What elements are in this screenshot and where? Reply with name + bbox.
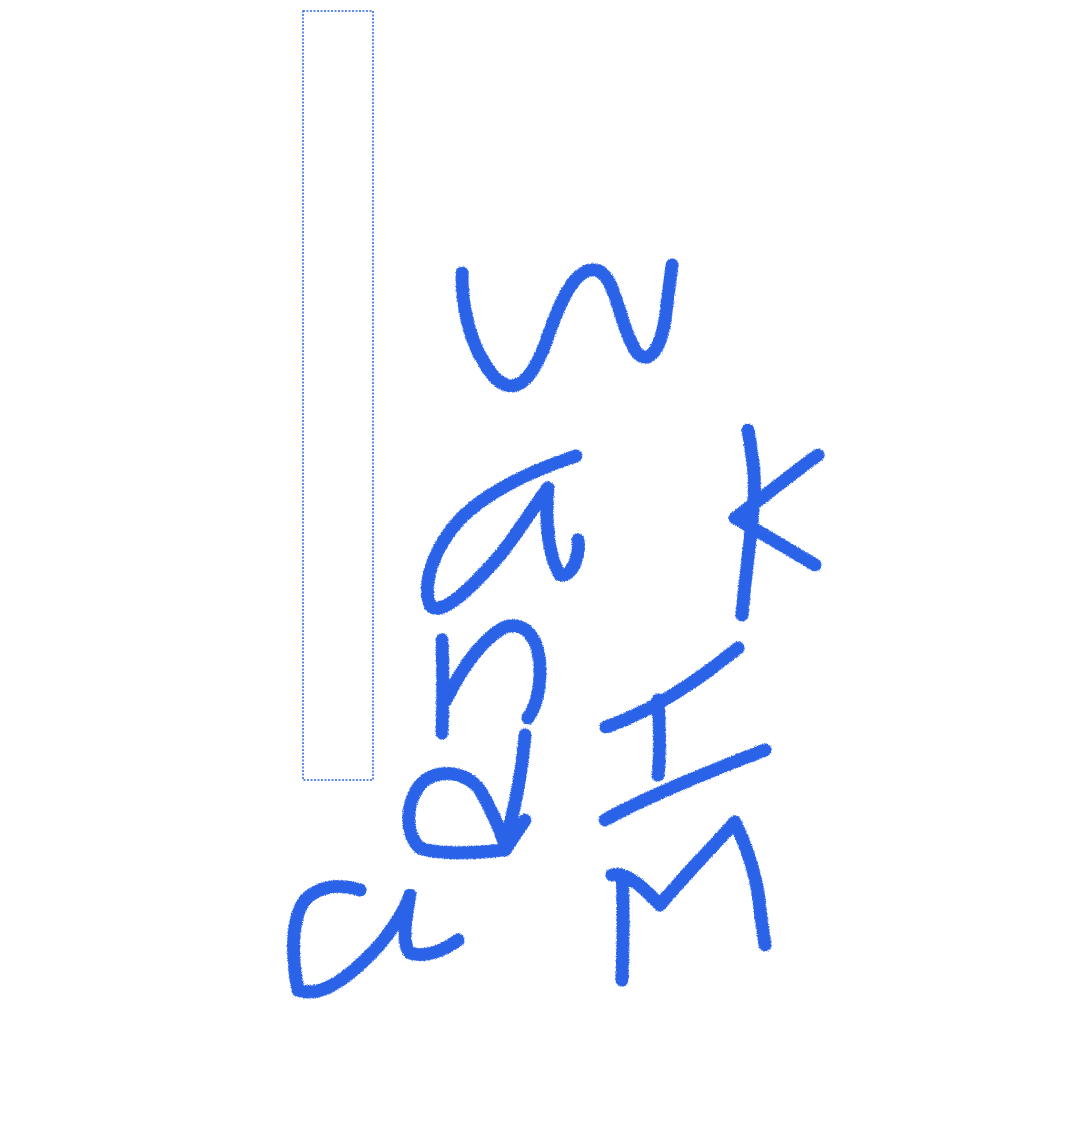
handwritten-strokes (294, 265, 818, 992)
stroke-letter-n (442, 626, 540, 733)
stroke-letter-w (462, 265, 672, 386)
stroke-letter-m (612, 822, 765, 980)
stroke-letter-i (605, 648, 765, 820)
stroke-letter-d (409, 735, 525, 853)
stroke-letter-k (735, 430, 818, 615)
selection-rectangle[interactable] (303, 11, 373, 780)
stroke-letter-a-lower (294, 887, 458, 992)
stroke-letter-a-upper (427, 456, 578, 608)
